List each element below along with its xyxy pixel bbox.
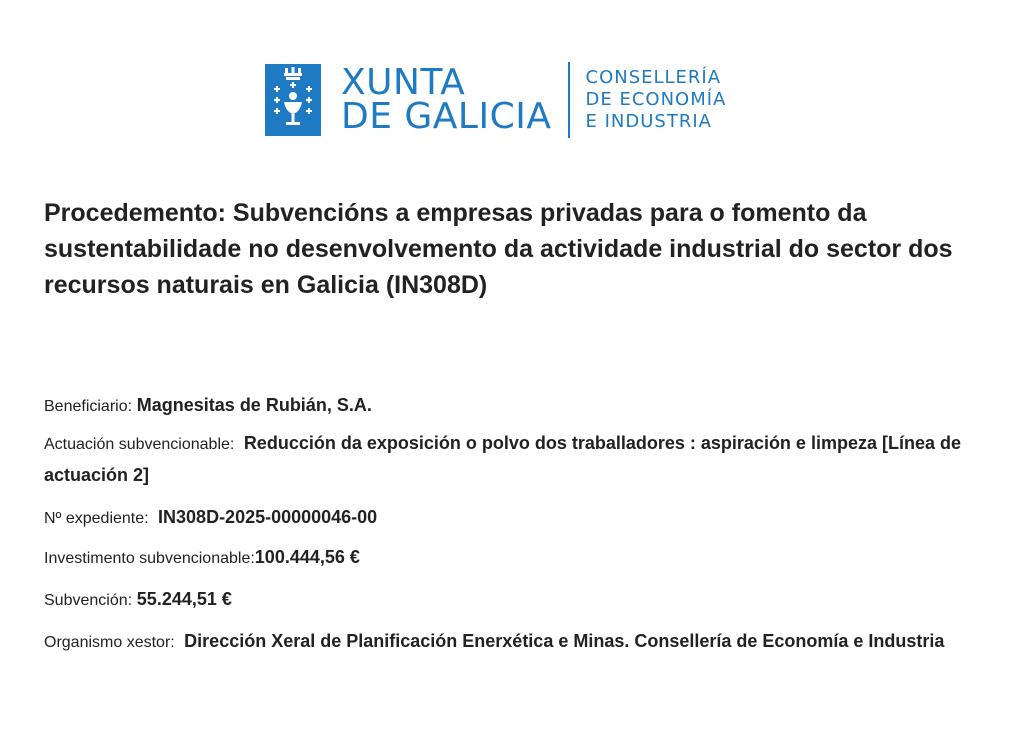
org-name-line1: XUNTA xyxy=(341,62,466,103)
file-number-value: IN308D-2025-00000046-00 xyxy=(158,507,378,527)
managing-body-label: Organismo xestor: xyxy=(44,634,175,651)
investment-row xyxy=(44,542,360,574)
grant-value: 55.244,51 € xyxy=(136,589,232,609)
investment-value: 100.444,56 € xyxy=(254,547,360,567)
department-line1: CONSELLERÍA xyxy=(585,67,722,88)
file-number-row xyxy=(44,502,377,534)
xunta-de-galicia-wordmark xyxy=(341,62,552,137)
department-line3: E INDUSTRIA xyxy=(585,111,712,132)
procedure-title: Procedemento: Subvencións a empresas privadas para o fomento da sustentabilidade no desenvolvemento da actividade industrial do sector dos recursos naturais en Galicia (IN308D) xyxy=(44,199,953,299)
action-value: Reducción da exposición o polvo dos traballadores : aspiración e limpeza [Línea de actuación 2] xyxy=(44,433,961,485)
grant-label: Subvención: xyxy=(44,592,133,609)
action-label: Actuación subvencionable: xyxy=(44,436,235,453)
galicia-coat-of-arms-icon xyxy=(265,64,321,136)
beneficiary-value: Magnesitas de Rubián, S.A. xyxy=(136,395,372,415)
logo-divider xyxy=(568,62,570,138)
org-name-line2: DE GALICIA xyxy=(341,96,552,137)
file-number-label: Nº expediente: xyxy=(44,510,149,527)
beneficiary-row xyxy=(44,390,372,422)
header-logo xyxy=(265,62,726,138)
department-line2: DE ECONOMÍA xyxy=(585,89,727,110)
action-row xyxy=(44,428,984,491)
grant-row xyxy=(44,584,232,616)
department-name xyxy=(586,67,727,133)
managing-body-value: Dirección Xeral de Planificación Enerxética e Minas. Consellería de Economía e Industria xyxy=(184,631,945,651)
investment-label: Investimento subvencionable: xyxy=(44,550,255,567)
beneficiary-label: Beneficiario: xyxy=(44,398,133,415)
managing-body-row xyxy=(44,626,944,658)
